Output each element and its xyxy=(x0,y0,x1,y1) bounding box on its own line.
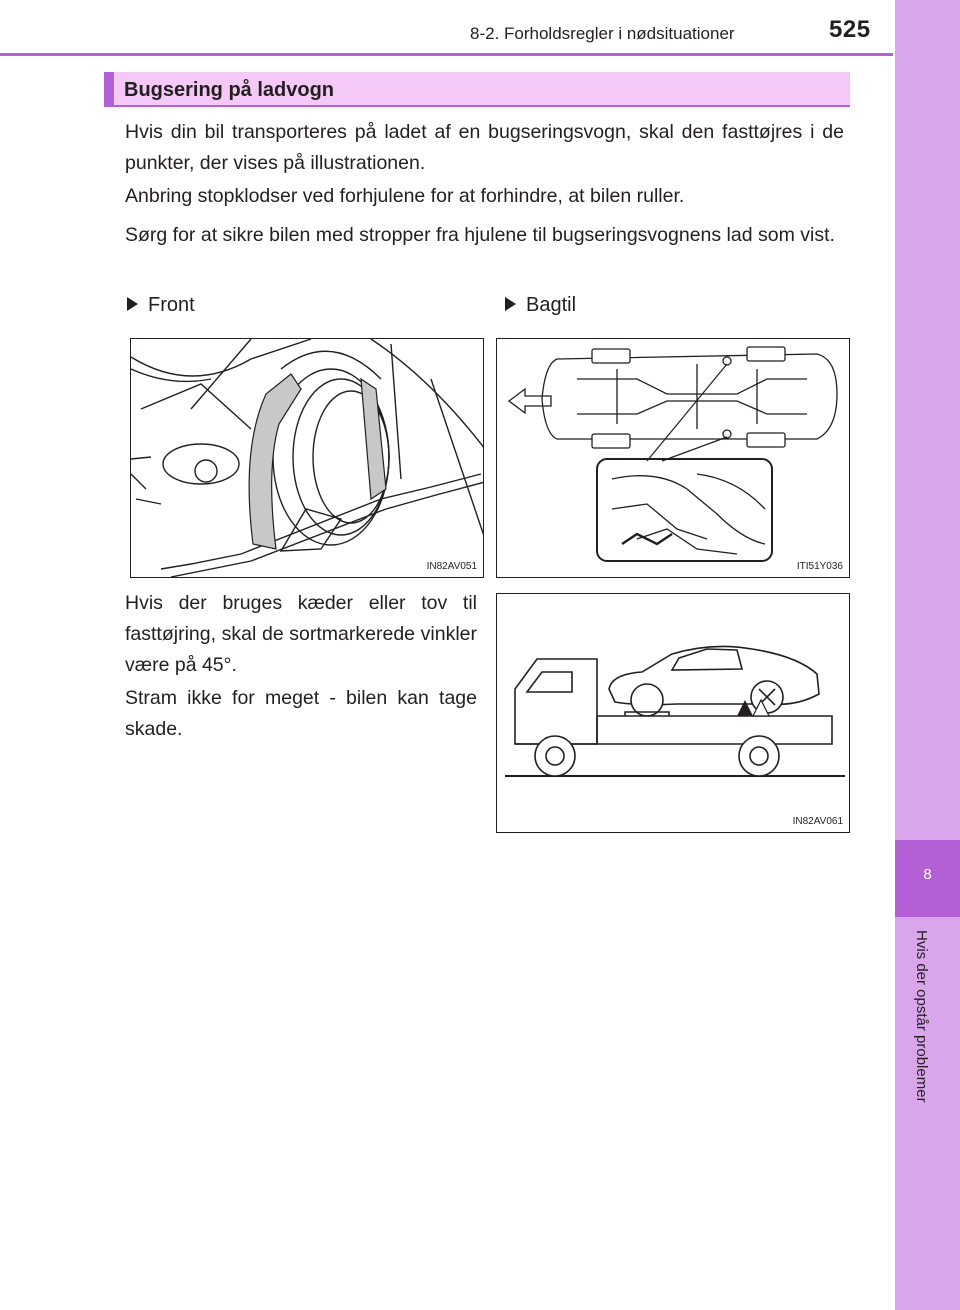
paragraph-wheel-chocks: Anbring stopklodser ved forhjulene for at forhindre, at bilen ruller. xyxy=(125,185,685,207)
figure-label-front: Front xyxy=(127,294,195,317)
section-heading xyxy=(104,72,850,107)
header-rule xyxy=(0,53,893,56)
paragraph-transport: Hvis din bil transporteres på ladet af en bugseringsvogn, skal den fasttøjres i de punkter, der vises på illustrationen. xyxy=(125,121,844,174)
note-chain-angle: Hvis der bruges kæder eller tov til fasttøjring, skal de sortmarkerede vinkler være på 45°. xyxy=(125,592,477,676)
section-heading-underline xyxy=(104,105,850,107)
figure-code-front: IN82AV051 xyxy=(426,561,477,572)
triangle-bullet-icon xyxy=(127,297,138,311)
section-heading-bar xyxy=(104,72,114,107)
running-header-section: 8-2. Forholdsregler i nødsituationer xyxy=(470,24,735,43)
chapter-number: 8 xyxy=(923,866,932,883)
page-number: 525 xyxy=(829,16,871,43)
figure-rear-tie-down-points xyxy=(496,338,850,578)
figure-code-rear: ITI51Y036 xyxy=(796,561,843,572)
section-title: Bugsering på ladvogn xyxy=(124,79,335,101)
paragraph-straps: Sørg for at sikre bilen med stropper fra hjulene til bugseringsvognens lad som vist. xyxy=(125,224,835,246)
underbody-illustration xyxy=(497,339,850,578)
figure-label-rear: Bagtil xyxy=(505,294,576,317)
front-wheel-illustration xyxy=(131,339,484,578)
figure-front-wheel-strap xyxy=(130,338,484,578)
note-tighten: Stram ikke for meget - bilen kan tage skade. xyxy=(125,687,477,740)
figure-code-truck: IN82AV061 xyxy=(792,816,843,827)
chapter-title: Hvis der opstår problemer xyxy=(913,930,930,1103)
tow-truck-illustration xyxy=(497,594,850,833)
figure-truck-side-view xyxy=(496,593,850,833)
triangle-bullet-icon xyxy=(505,297,516,311)
